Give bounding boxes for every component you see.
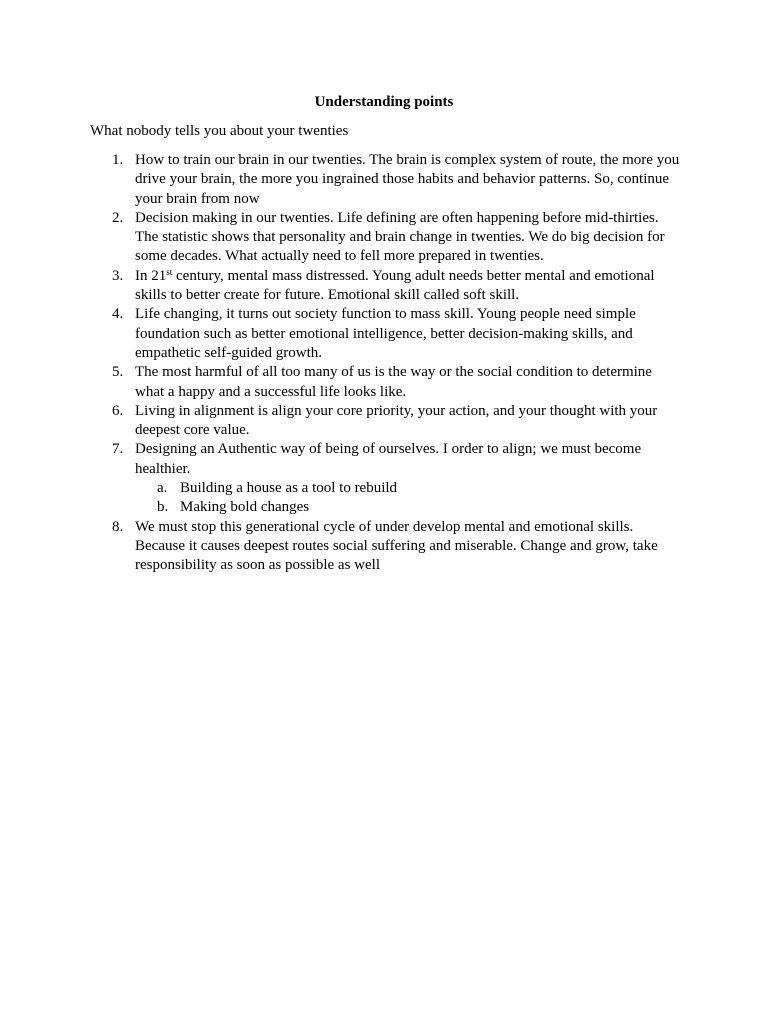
sublist-item-text: Making bold changes: [180, 499, 310, 516]
list-item: [90, 267, 680, 306]
list-item-text: We must stop this generational cycle of under develop mental and emotional skills. Because it causes deepest routes social suffering and miserable. Change and grow, take responsibility as soon as possible as well: [135, 518, 658, 574]
document-subtitle: What nobody tells you about your twenties: [90, 123, 349, 139]
lettered-sublist: [135, 479, 680, 518]
list-item-text: Life changing, it turns out society function to mass skill. Young people need simple foundation such as better emotional intelligence, better decision-making skills, and empathetic self-guided growth.: [135, 306, 636, 361]
list-item-text-after: century, mental mass distressed. Young adult needs better mental and emotional skills to better create for future. Emotional skill called soft skill.: [135, 267, 655, 304]
list-item-number: 4.: [112, 306, 124, 323]
list-item-text-before: In 21: [135, 267, 167, 284]
list-item-text: [135, 267, 680, 306]
list-item-number: 1.: [112, 152, 124, 168]
list-item-number: 5.: [112, 364, 124, 381]
list-item-number: 8.: [112, 518, 124, 535]
list-item-number: 6.: [112, 402, 124, 419]
sublist-item: [135, 498, 680, 517]
sublist-item-letter: a.: [157, 480, 168, 497]
list-item-text: Living in alignment is align your core priority, your action, and your thought with your deepest core value.: [135, 402, 658, 439]
list-item: [90, 151, 680, 209]
list-item-number: 3.: [112, 267, 124, 284]
document-title: Understanding points: [314, 94, 454, 110]
list-item-text: Decision making in our twenties. Life defining are often happening before mid-thirties. The statistic shows that personality and brain change in twenties. We do big decision for some decades. What actually need to fell more prepared in twenties.: [135, 209, 665, 265]
list-item-text: The most harmful of all too many of us is the way or the social condition to determine what a happy and a successful life looks like.: [135, 364, 652, 400]
list-item: [90, 518, 680, 576]
list-item: [90, 402, 680, 441]
list-item: [90, 209, 680, 267]
list-item: [90, 363, 680, 402]
list-item: [90, 305, 680, 363]
ordinal-superscript: st: [166, 266, 173, 277]
sublist-item-letter: b.: [157, 499, 169, 516]
sublist-item-text: Building a house as a tool to rebuild: [180, 480, 398, 497]
list-item-number: 7.: [112, 441, 124, 458]
sublist-item: [135, 479, 680, 498]
list-item-text: How to train our brain in our twenties. The brain is complex system of route, the more you drive your brain, the more you ingrained those habits and behavior patterns. So, continue your brain from now: [135, 152, 680, 207]
list-item-number: 2.: [112, 209, 124, 226]
list-item-text: Designing an Authentic way of being of ourselves. I order to align; we must become healthier.: [135, 441, 642, 477]
numbered-list: [90, 151, 680, 576]
list-item: [90, 440, 680, 517]
